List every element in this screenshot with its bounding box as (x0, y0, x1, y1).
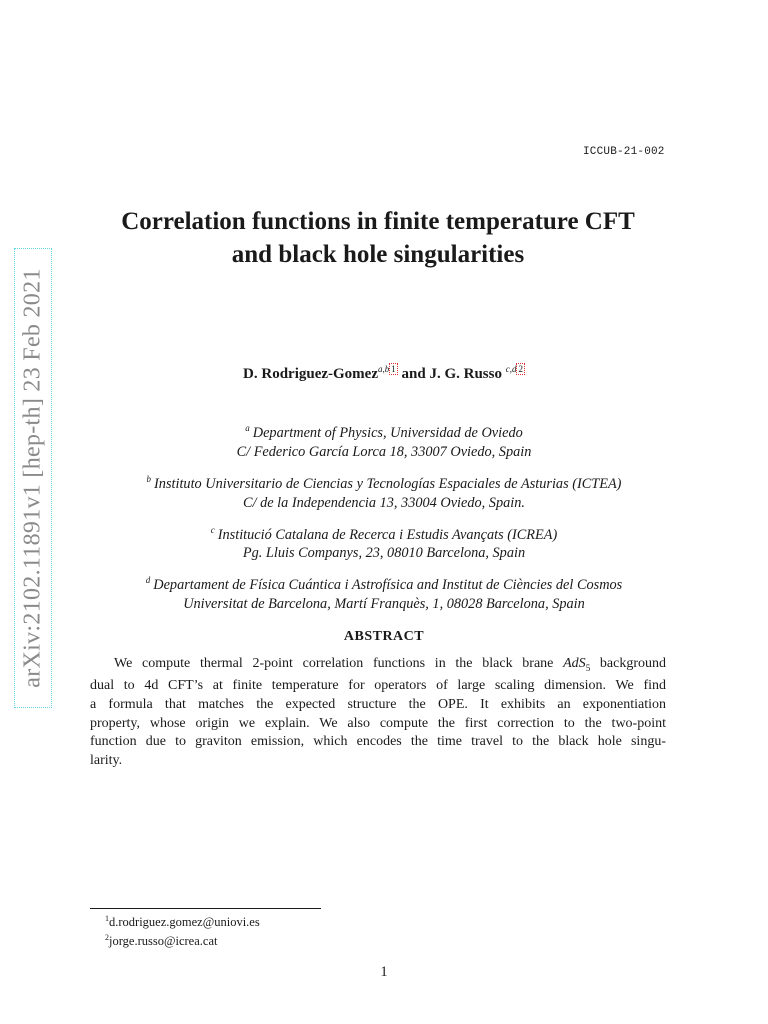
affiliation-line (90, 521, 678, 545)
footnote-link[interactable]: 1 (391, 364, 396, 374)
affiliation-address: C/ Federico García Lorca 18, 33007 Oviedo, Spain (236, 443, 532, 460)
paper-title (60, 205, 696, 271)
abstract-line: larity. (90, 752, 123, 768)
report-number: ICCUB-21-002 (583, 146, 665, 158)
footnote-mark: 1 (105, 914, 109, 923)
author-list (100, 363, 668, 383)
abstract-line: a formula that matches the expected structure the OPE. It exhibits an exponentiation (90, 696, 666, 712)
footnote (105, 930, 260, 949)
affiliation-line (90, 470, 678, 494)
affiliation (90, 521, 678, 564)
abstract-line: dual to 4d CFT’s at finite temperature for operators of large scaling dimension. We find (90, 678, 666, 694)
abstract-line: property, whose origin we explain. We also compute the first correction to the two-point (90, 715, 666, 731)
author-affiliation-marks: c,d (505, 364, 517, 374)
abstract-text-run: background (590, 656, 667, 671)
affiliation-list (90, 419, 678, 622)
author-affiliation-marks: a,b (378, 364, 390, 374)
abstract-line (90, 655, 666, 677)
affiliation (90, 470, 678, 513)
affiliation-institution: Departament de Física Cuántica i Astrofísica and Institut de Ciències del Cosmos (153, 577, 623, 594)
abstract-line: function due to graviton emission, which encodes the time travel to the black hole singu- (90, 734, 666, 750)
affiliation-mark: a (245, 423, 250, 433)
affiliation-line (90, 419, 678, 443)
footnote-email[interactable]: d.rodriguez.gomez@uniovi.es (109, 915, 260, 930)
author-name: J. G. Russo (429, 366, 502, 382)
footnote (105, 911, 260, 930)
affiliation-mark: d (145, 575, 151, 586)
affiliation-institution: Department of Physics, Universidad de Oviedo (252, 424, 523, 441)
affiliation (90, 571, 678, 614)
math-symbol: AdS (563, 656, 586, 671)
abstract-text (90, 655, 666, 770)
affiliation-address: C/ de la Independencia 13, 33004 Oviedo, Spain. (243, 494, 525, 511)
author-name: D. Rodriguez-Gomez (243, 366, 378, 382)
affiliation-address: Pg. Lluis Companys, 23, 08010 Barcelona, Spain (242, 545, 526, 562)
affiliation-mark: b (146, 473, 152, 484)
affiliation (90, 419, 678, 462)
footnote-divider (90, 908, 321, 909)
arxiv-stamp[interactable] (14, 248, 52, 708)
affiliation-line (90, 571, 678, 595)
affiliation-mark: c (210, 524, 215, 535)
author-conjunction: and (401, 366, 426, 382)
affiliation-address: Universitat de Barcelona, Martí Franquès, 1, 08028 Barcelona, Spain (183, 596, 585, 613)
title-line-2: and black hole singularities (231, 241, 525, 268)
abstract-text-run: We compute thermal 2-point correlation functions in the black brane (114, 656, 564, 671)
abstract-heading: ABSTRACT (343, 629, 425, 644)
footnote-list (105, 911, 260, 949)
arxiv-identifier: arXiv:2102.11891v1 [hep-th] 23 Feb 2021 (19, 268, 46, 688)
page-number: 1 (380, 964, 388, 980)
footnote-link[interactable]: 2 (518, 364, 523, 374)
affiliation-institution: Institució Catalana de Recerca i Estudis Avançats (ICREA) (217, 526, 558, 543)
title-line-1: Correlation functions in finite temperature CFT (121, 208, 635, 235)
affiliation-institution: Instituto Universitario de Ciencias y Tecnologías Espaciales de Asturias (ICTEA) (154, 475, 622, 492)
footnote-mark: 2 (105, 933, 109, 943)
footnote-email[interactable]: jorge.russo@icrea.cat (109, 934, 218, 949)
math-subscript: 5 (585, 662, 591, 673)
